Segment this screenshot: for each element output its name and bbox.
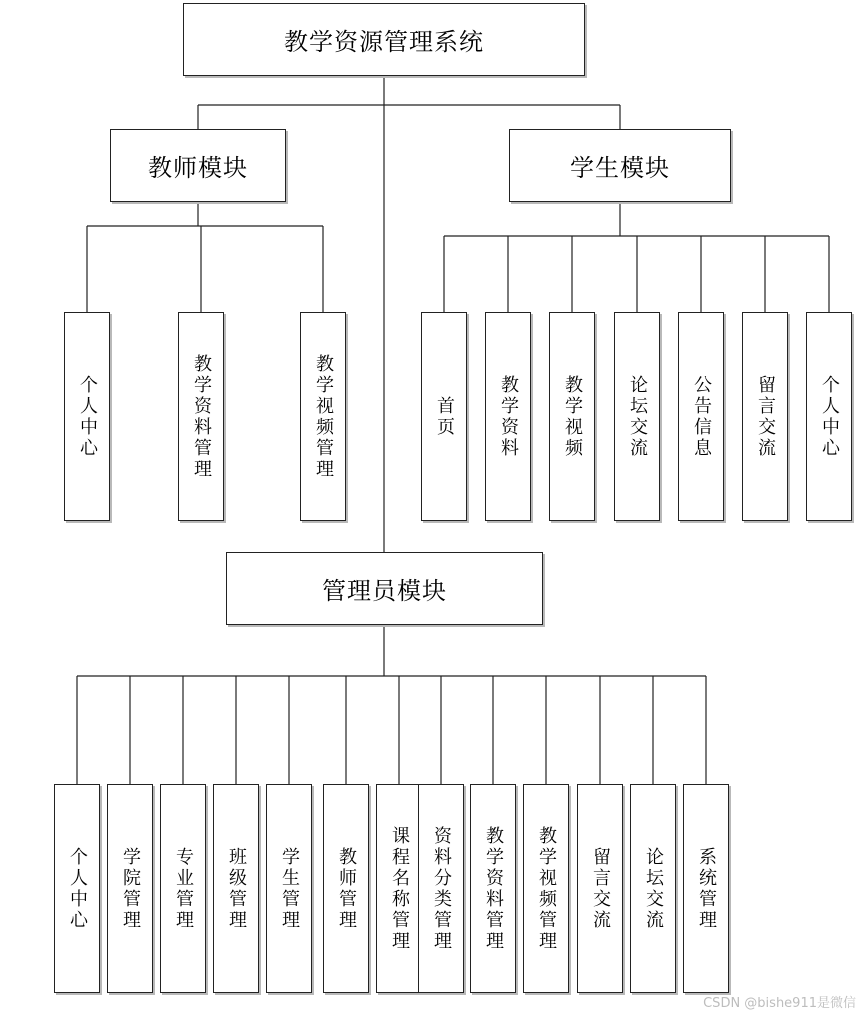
root-label: 教学资源管理系统 — [284, 28, 484, 56]
admin-item: 系统管理 — [683, 784, 729, 993]
admin-item: 课程名称管理 — [376, 784, 422, 993]
student-item: 公告信息 — [678, 312, 724, 521]
admin-item: 留言交流 — [577, 784, 623, 993]
admin-module-label: 管理员模块 — [322, 577, 447, 605]
teacher-item: 教学视频管理 — [300, 312, 346, 521]
student-item: 论坛交流 — [614, 312, 660, 521]
admin-item: 教学资料管理 — [470, 784, 516, 993]
admin-module-node — [226, 552, 543, 625]
teacher-item: 教学资料管理 — [178, 312, 224, 521]
admin-item: 教学视频管理 — [523, 784, 569, 993]
admin-item: 专业管理 — [160, 784, 206, 993]
student-item: 首页 — [421, 312, 467, 521]
admin-item: 个人中心 — [54, 784, 100, 993]
student-item: 教学资料 — [485, 312, 531, 521]
admin-item: 学生管理 — [266, 784, 312, 993]
student-item: 留言交流 — [742, 312, 788, 521]
admin-item: 教师管理 — [323, 784, 369, 993]
root-node — [183, 3, 585, 76]
student-item: 教学视频 — [549, 312, 595, 521]
admin-item: 资料分类管理 — [418, 784, 464, 993]
admin-item: 班级管理 — [213, 784, 259, 993]
student-module-label: 学生模块 — [570, 154, 670, 182]
admin-item: 论坛交流 — [630, 784, 676, 993]
teacher-module-label: 教师模块 — [148, 154, 248, 182]
admin-item: 学院管理 — [107, 784, 153, 993]
student-item: 个人中心 — [806, 312, 852, 521]
student-module-node — [509, 129, 731, 202]
watermark: CSDN @bishe911是微信 — [703, 996, 856, 1011]
teacher-module-node — [110, 129, 286, 202]
teacher-item: 个人中心 — [64, 312, 110, 521]
